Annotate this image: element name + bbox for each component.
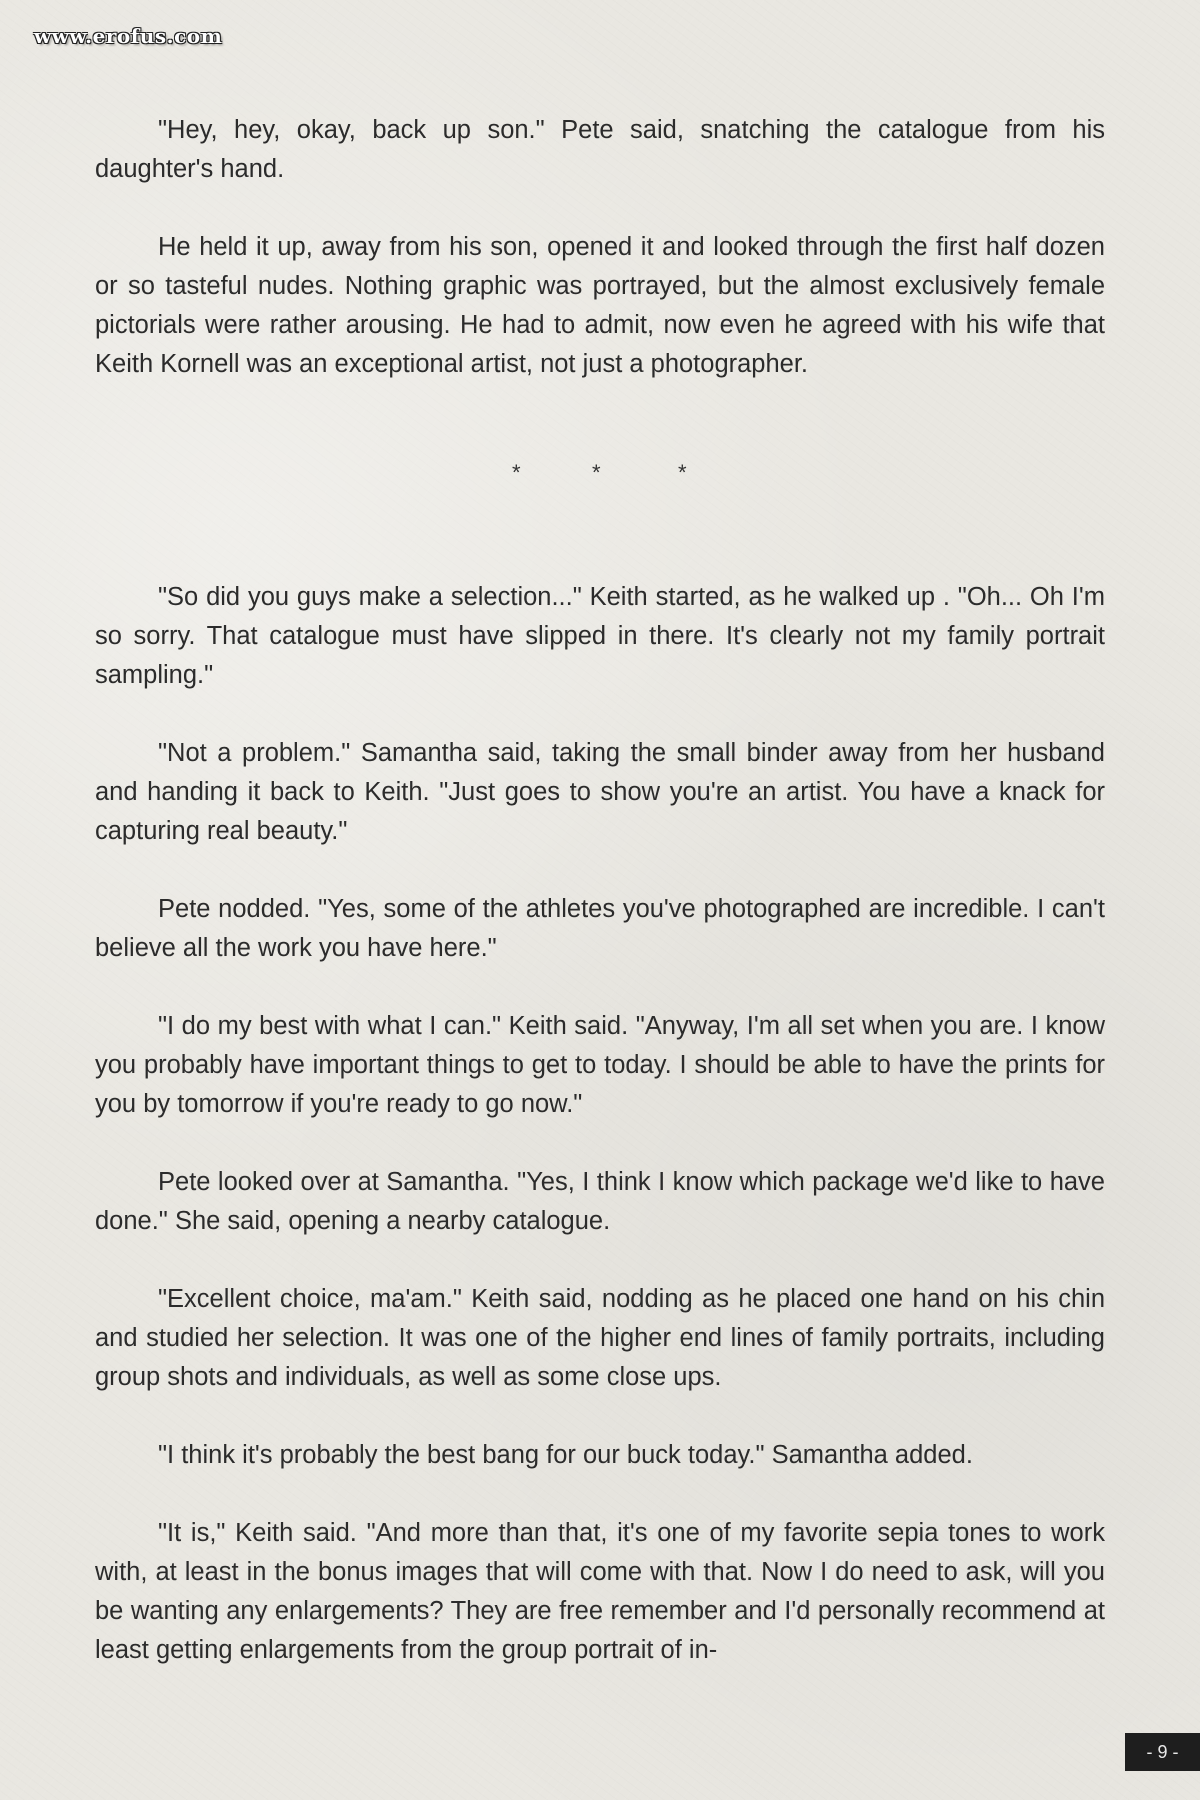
scene-break-star: * <box>592 460 601 485</box>
paragraph-5: Pete nodded. "Yes, some of the athletes you've photographed are incredible. I can't believe all the work you have here." <box>95 895 1105 962</box>
paragraph-7: Pete looked over at Samantha. "Yes, I think I know which package we'd like to have done." She said, opening a nearby catalogue. <box>95 1168 1105 1235</box>
paragraph-1: "Hey, hey, okay, back up son." Pete said, snatching the catalogue from his daughter's hand. <box>95 116 1105 183</box>
page-number: - 9 - <box>1125 1733 1200 1771</box>
paragraph-10: "It is," Keith said. "And more than that, it's one of my favorite sepia tones to work with, at least in the bonus images that will come with that. Now I do need to ask, will you be wanting any enlargements? They are free remember and I'd personally recommend at least getting enlargements from the group portrait of in- <box>95 1519 1105 1664</box>
paragraph-4: "Not a problem." Samantha said, taking the small binder away from her husband and handing it back to Keith. "Just goes to show you're an artist. You have a knack for capturing real beauty." <box>95 739 1105 845</box>
site-watermark: www.erofus.com <box>34 24 223 48</box>
scene-break <box>0 460 1200 490</box>
paragraph-8: "Excellent choice, ma'am." Keith said, nodding as he placed one hand on his chin and studied her selection. It was one of the higher end lines of family portraits, including group shots and individuals, as well as some close ups. <box>95 1285 1105 1391</box>
paragraph-9: "I think it's probably the best bang for our buck today." Samantha added. <box>158 1441 973 1469</box>
paragraph-6: "I do my best with what I can." Keith said. "Anyway, I'm all set when you are. I know you probably have important things to get to today. I should be able to have the prints for you by tomorrow if you're ready to go now." <box>95 1012 1105 1118</box>
paragraph-2: He held it up, away from his son, opened it and looked through the first half dozen or so tasteful nudes. Nothing graphic was portrayed, but the almost exclusively female pictorials were rather arousing. He had to admit, now even he agreed with his wife that Keith Kornell was an exceptional artist, not just a photographer. <box>95 233 1105 378</box>
paragraph-3: "So did you guys make a selection..." Keith started, as he walked up . "Oh... Oh I'm so sorry. That catalogue must have slipped in there. It's clearly not my family portrait sampling." <box>95 583 1105 689</box>
scene-break-star: * <box>678 460 687 485</box>
scene-break-star: * <box>512 460 521 485</box>
